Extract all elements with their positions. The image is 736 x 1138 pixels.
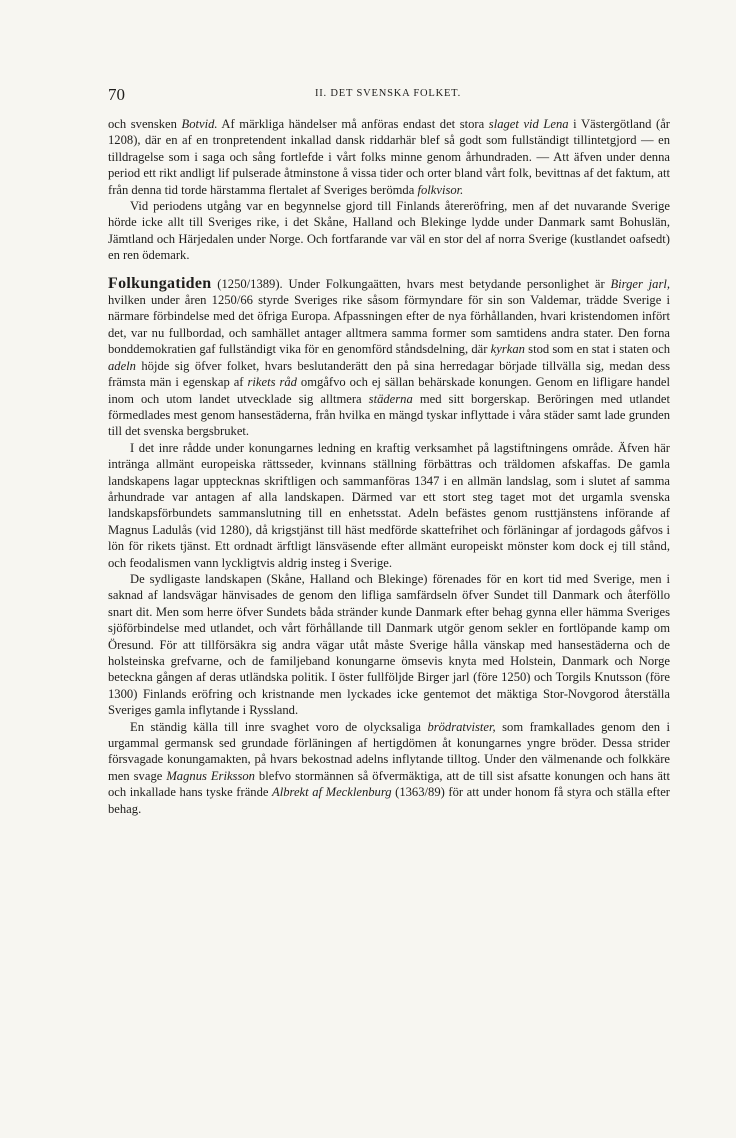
italic-text: Birger jarl, [610,276,671,291]
text-run: blefvo stormännen så öfvermäktiga, att de till sist afsatte konungen och hans ätt och inkallade hans tyske frände [108,768,670,800]
text-run: höjde sig öfver folket, hvars beslutanderätt den på sina herredagar började tillvälla sig, medan dess främsta män i egenskap af [108,358,670,390]
section-heading: Folkungatiden [108,274,212,292]
paragraph [108,116,670,198]
italic-text: folkvisor. [417,182,464,197]
paragraph [108,440,670,571]
text-run: i Västergötland (år 1208), där en af en tronpretendent inkallad dansk riddarhär blef så godt som fullständigt tillintetgjord — en tilldragelse som i saga och sång fortlefde i vårt folks minne genom århundraden. — Att äfven under denna period ett rikt andligt lif pulserade åtminstone å vissa tider och orter bland vårt folk, bevittnas af det faktum, att från denna tid torde härstamma flertalet af Sveriges berömda [108,117,670,197]
text-run: omgåfvo och ej sällan behärskade konungen. Genom en lifligare handel inom och utom landet utvecklade sig alltmera [108,375,671,406]
text-run: (1250/1389). Under Folkungaätten, hvars mest betydande personlighet är [211,276,611,291]
text-run: och svensken [108,117,182,131]
page-number: 70 [108,85,125,104]
text-run: I det inre rådde under konungarnes ledning en kraftig verksamhet på lagstiftningens område. Äfven här inträngа allmänt europeiska rättsseder, kvinnans ställning förbättras och träldomen afskaffas. De gamla landskapens lagar upptecknas skriftligen och sammanföras 1347 i en allmän landslag, som i slutet af samma århundrade var antagen af alla landskapen. Därmed var ett stort steg taget mot det urgamla svenska landskapsförbundets sammanslutning till en enhetsstat. Adeln befästes genom rusttjänstens införande af Magnus Ladulås (vid 1280), då krigstjänst till häst medförde skattefrihet och förläningar af jordagods gåfvos i lön för rikets tjänst. Ett ordnadt ärftligt länsväsende efter allmänt europeiskt mönster kom dock ej till stånd, och feodalismen vann lyckligtvis aldrig insteg i Sverige. [108,440,670,570]
page-header [108,85,668,107]
text-run: En ständig källa till inre svaghet voro de olycksaliga [130,719,428,734]
text-run: Af märkliga händelser må anföras endast det stora [217,117,489,131]
text-run: De sydligaste landskapen (Skåne, Halland och Blekinge) förenades för en kort tid med Sverige, men i saknad af landsvägar hänvisades de genom den lifliga samfärdseln öfver Sundet till Danmark och återföllo snart dit. Men som herre öfver Sundets båda stränder kunde Danmark efter behag gynna eller hämma Sveriges sjöförbindelse med utlandet, och vårt förhållande till Danmark utgör genom sekler en fortlöpande kamp om Öresund. För att tillförsäkra sig andra vägar utåt måste Sverige hålla vänskap med hansestäderna och de holsteinska grefvarne, och de familjeband konungarne ömsevis knyta med Holstein, Danmark och Norge beteckna gången af deras utländska politik. I öster fullföljde Birger jarl (före 1250) och Torgils Knutsson (före 1300) Finlands eröfring och kristnande men lyckades icke gentemot det mäktiga Stor-Novgorod återställa Sveriges gamla inflytande i Ryssland. [108,571,670,718]
italic-text: Botvid. [181,117,218,131]
italic-text: Magnus Eriksson [166,768,255,783]
italic-text: slaget vid Lena [488,117,569,131]
paragraph [108,571,670,719]
italic-text: kyrkan [490,342,525,357]
text-run: Vid periodens utgång var en begynnelse gjord till Finlands återeröfring, men af det nuvarande Sverige hörde icke allt till Sveriges rike, i det Skåne, Halland och Blekinge lydde under Danmark samt Bohuslän, Jämtland och Härjedalen under Norge. Och fortfarande var väl en stor del af norra Sverige (kustlandet oafsedt) en ren ödemark. [108,199,670,263]
paragraph [108,276,670,440]
italic-text: städerna [368,391,413,406]
italic-text: adeln [108,358,136,373]
text-run: med sitt borgerskap. Beröringen med utlandet förmedlades mest genom hansestäderna, från hvilka en mängd tyskar inflyttade i våra städer samt lade grunden till det svenska bergsbruket. [108,391,670,439]
italic-text: rikets råd [247,375,297,390]
running-head: II. DET SVENSKA FOLKET. [314,88,462,99]
text-run: (1363/89) för att under honom få styra och ställa efter behag. [108,785,670,816]
paragraph [108,719,670,817]
text-run: som framkallades genom den i urgammal germansk sed grundade förläningen af hertigdömen åt konungarnes yngre bröder. Dessa strider försvagade konungamakten, på hvars bekostnad adelns inflytande tilltog. Under den välmenande och folkkäre men svage [108,719,670,783]
italic-text: brödratvister, [427,719,496,734]
body-text [108,116,670,817]
paragraph [108,198,670,264]
text-run: hvilken under åren 1250/66 styrde Sveriges rike såsom förmyndare för sin son Valdemar, trädde Sverige i närmare förbindelse med det öfriga Europa. Afpassningen efter de nya förhållanden, hvari kristendomen infört det, var nu fullbordad, och samhället antager alltmera samma former som samtidens andra stater. Den forna bonddemokratien gaf fullständigt vika för en genomförd ståndsdelning, där [108,293,670,357]
text-run: stod som en stat i staten och [524,342,670,357]
italic-text: Albrekt af Mecklenburg [272,785,392,800]
